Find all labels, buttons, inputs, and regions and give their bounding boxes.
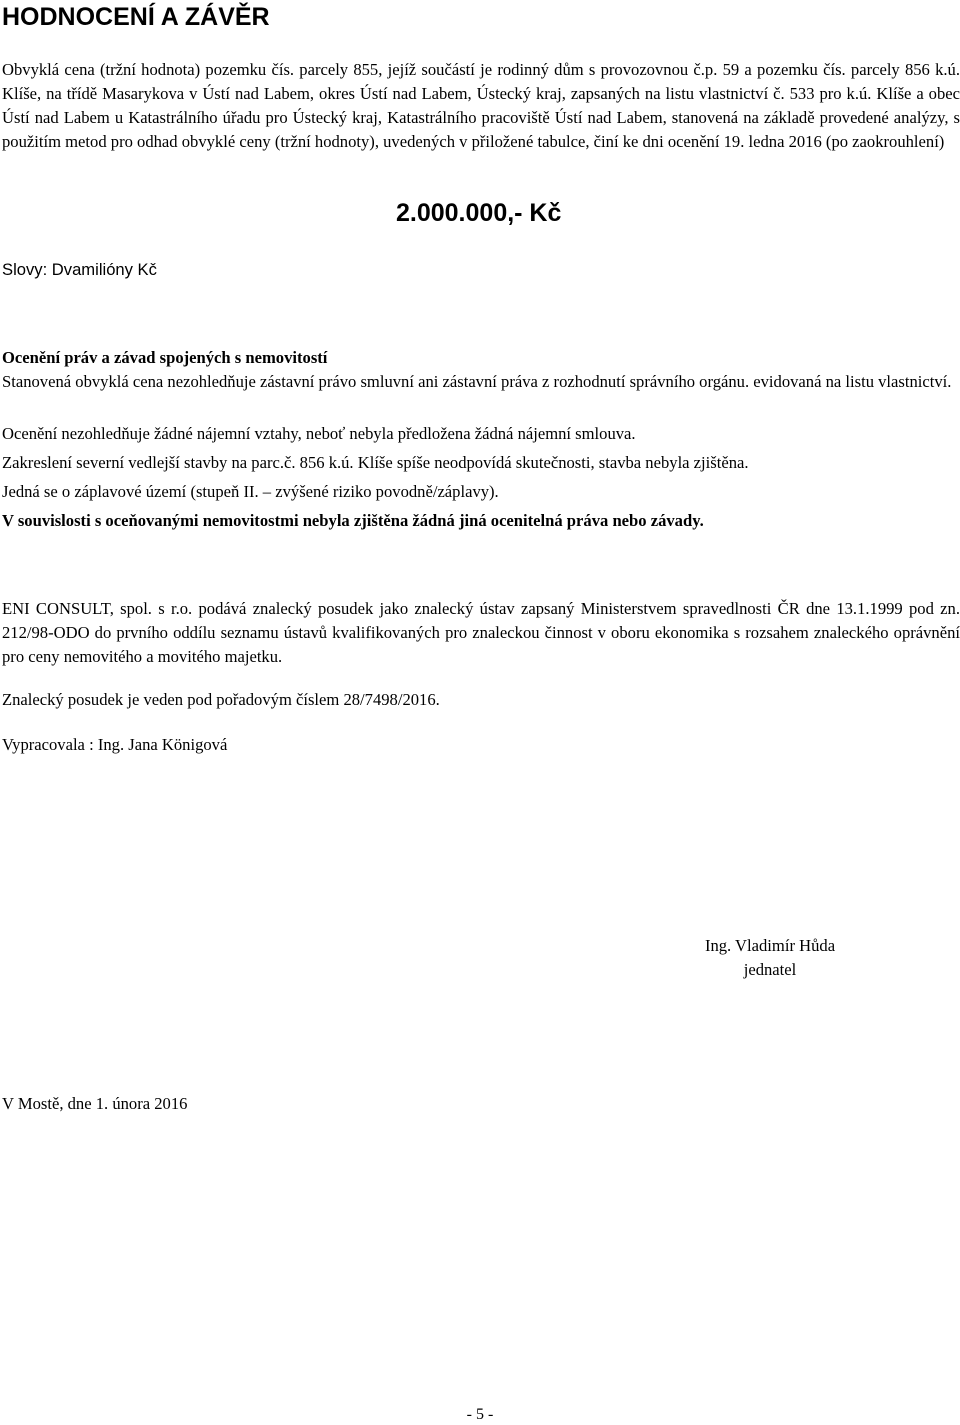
registration-number: Znalecký posudek je veden pod pořadovým číslem 28/7498/2016. (2, 690, 440, 709)
place-and-date: V Mostě, dne 1. února 2016 (2, 1094, 188, 1113)
no-other-rights-statement: V souvislosti s oceňovanými nemovitostmi nebyla zjištěna žádná jiná ocenitelná práva nebo závady. (2, 511, 704, 530)
signatory-role: jednatel (743, 960, 797, 979)
valuation-paragraph: Obvyklá cena (tržní hodnota) pozemku čís. parcely 855, jejíž součástí je rodinný dům s provozovnou č.p. 59 a pozemku čís. parcely 856 k.ú. Klíše, na třídě Masarykova v Ústí nad Labem, okres Ústí nad Labem, Ústecký kraj, zapsaných na listu vlastnictví č. 533 pro k.ú. Klíše a obec Ústí nad Labem u Katastrálního úřadu pro Ústecký kraj, Katastrálního pracoviště Ústí nad Labem, stanovená na základě provedené analýzy, s použitím metod pro odhad obvyklé ceny (tržní hodnoty), uvedených v přiložené tabulce, činí ke dni ocenění 19. ledna 2016 (po zaokrouhlení) (2, 60, 960, 151)
prepared-by: Vypracovala : Ing. Jana Königová (2, 735, 228, 754)
page-heading: HODNOCENÍ A ZÁVĚR (2, 3, 270, 31)
building-note: Zakreslení severní vedlejší stavby na parc.č. 856 k.ú. Klíše spíše neodpovídá skutečnosti, stavba nebyla zjištěna. (2, 453, 749, 472)
institute-paragraph: ENI CONSULT, spol. s r.o. podává znalecký posudek jako znalecký ústav zapsaný Ministerstvem spravedlnosti ČR dne 13.1.1999 pod zn. 212/98-ODO do prvního oddílu seznamu ústavů kvalifikovaných pro znaleckou činnost v oboru ekonomika s rozsahem znaleckého oprávnění pro ceny nemovitého a movitého majetku. (2, 599, 960, 666)
rights-paragraph: Stanovená obvyklá cena nezohledňuje zástavní právo smluvní ani zástavní práva z rozhodnutí správního orgánu. evidovaná na listu vlastnictví. (2, 372, 952, 391)
rights-heading: Ocenění práv a závad spojených s nemovitostí (2, 348, 328, 367)
signatory-name: Ing. Vladimír Hůda (704, 936, 836, 955)
flood-note: Jedná se o záplavové území (stupeň II. – zvýšené riziko povodně/záplavy). (2, 482, 499, 501)
price-in-words: Slovy: Dvamilióny Kč (2, 260, 157, 279)
price-value: 2.000.000,- Kč (396, 199, 562, 227)
page-number: - 5 - (466, 1406, 494, 1423)
lease-note: Ocenění nezohledňuje žádné nájemní vztahy, neboť nebyla předložena žádná nájemní smlouva. (2, 424, 636, 443)
